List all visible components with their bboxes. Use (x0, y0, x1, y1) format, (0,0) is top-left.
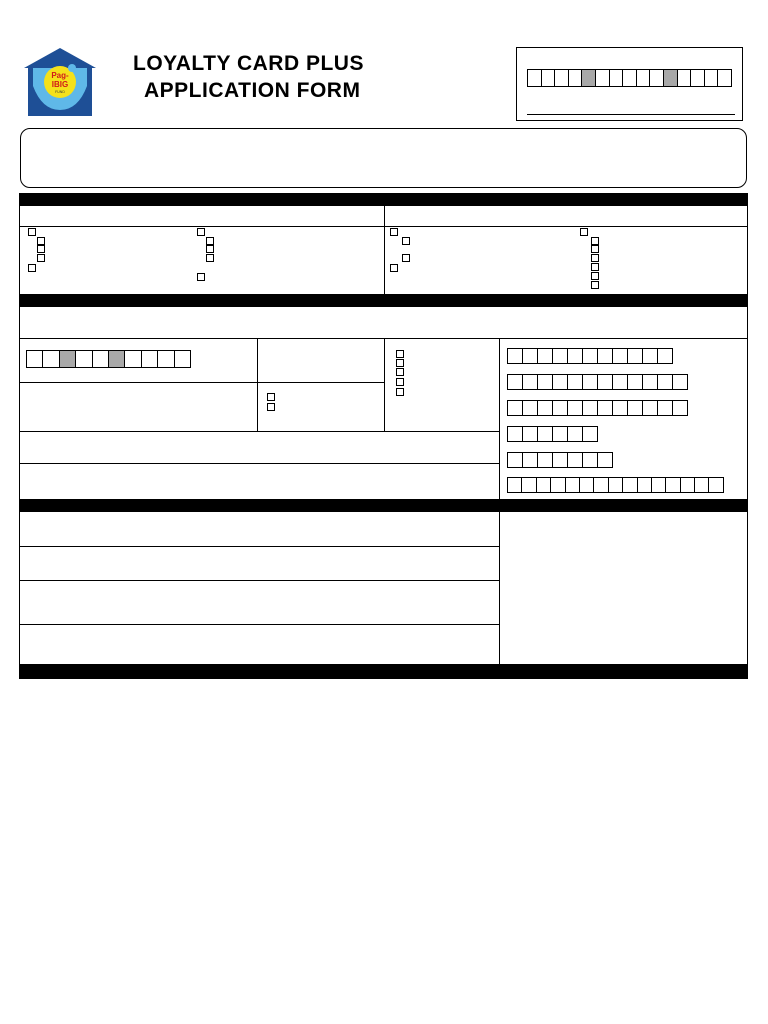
reference-number-cells[interactable] (527, 69, 732, 85)
notice-box[interactable] (20, 128, 747, 188)
checkbox[interactable] (37, 254, 45, 262)
employer-field[interactable] (20, 513, 498, 545)
address-field-2[interactable] (20, 464, 498, 498)
input-cell[interactable] (59, 350, 76, 368)
form-title-line2: APPLICATION FORM (144, 79, 361, 102)
input-cell[interactable] (704, 69, 719, 87)
input-cell[interactable] (42, 350, 59, 368)
input-cell[interactable] (552, 400, 568, 416)
checkbox[interactable] (402, 254, 410, 262)
checkbox[interactable] (197, 228, 205, 236)
address-field[interactable] (20, 432, 498, 462)
employer-address-field[interactable] (20, 547, 498, 579)
input-cell[interactable] (649, 69, 664, 87)
input-cell[interactable] (582, 374, 598, 390)
checkbox[interactable] (396, 359, 404, 367)
input-cell[interactable] (609, 69, 624, 87)
input-cell[interactable] (708, 477, 723, 493)
input-cell[interactable] (663, 69, 678, 87)
checkbox[interactable] (396, 350, 404, 358)
input-cell[interactable] (642, 400, 658, 416)
input-cell[interactable] (507, 400, 523, 416)
input-cell[interactable] (627, 374, 643, 390)
input-cell[interactable] (612, 348, 628, 364)
contact-cells-row[interactable] (507, 452, 613, 468)
input-cell[interactable] (567, 426, 583, 442)
input-cell[interactable] (75, 350, 92, 368)
input-cell[interactable] (677, 69, 692, 87)
input-cell[interactable] (567, 400, 583, 416)
input-cell[interactable] (717, 69, 732, 87)
photo-field[interactable] (500, 513, 747, 663)
input-cell[interactable] (627, 400, 643, 416)
contact-cells-row[interactable] (507, 374, 688, 390)
input-cell[interactable] (537, 452, 553, 468)
section-2-vdivider-b (384, 339, 385, 431)
section-2-vdivider-c (499, 339, 500, 499)
input-cell[interactable] (108, 350, 125, 368)
input-cell[interactable] (507, 477, 522, 493)
input-cell[interactable] (593, 477, 608, 493)
checkbox[interactable] (591, 245, 599, 253)
input-cell[interactable] (672, 374, 688, 390)
input-cell[interactable] (552, 426, 568, 442)
checkbox[interactable] (197, 273, 205, 281)
svg-text:FUND: FUND (55, 90, 65, 94)
input-cell[interactable] (567, 452, 583, 468)
checkbox[interactable] (206, 237, 214, 245)
input-cell[interactable] (552, 452, 568, 468)
checkbox[interactable] (580, 228, 588, 236)
checkbox-sex-female[interactable] (267, 403, 275, 411)
input-cell[interactable] (597, 348, 613, 364)
input-cell[interactable] (608, 477, 623, 493)
input-cell[interactable] (597, 400, 613, 416)
input-cell[interactable] (568, 69, 583, 87)
section-1-vdivider (384, 206, 385, 294)
checkbox[interactable] (37, 245, 45, 253)
input-cell[interactable] (26, 350, 43, 368)
svg-text:IBIG: IBIG (51, 80, 69, 89)
form-title-line1: LOYALTY CARD PLUS (133, 52, 364, 75)
checkbox-sex-male[interactable] (267, 393, 275, 401)
input-cell[interactable] (522, 400, 538, 416)
input-cell[interactable] (567, 348, 583, 364)
section-footer-bar (19, 664, 748, 679)
input-cell[interactable] (554, 69, 569, 87)
input-cell[interactable] (612, 374, 628, 390)
contact-cells-row[interactable] (507, 400, 688, 416)
checkbox[interactable] (396, 378, 404, 386)
birth-date-field[interactable] (258, 340, 383, 381)
section-header-bar-2 (19, 294, 748, 307)
input-cell[interactable] (507, 374, 523, 390)
input-cell[interactable] (636, 69, 651, 87)
input-cell[interactable] (522, 426, 538, 442)
checkbox[interactable] (390, 264, 398, 272)
input-cell[interactable] (582, 400, 598, 416)
input-cell[interactable] (536, 477, 551, 493)
svg-text:Pag-: Pag- (51, 71, 69, 80)
input-cell[interactable] (507, 426, 523, 442)
checkbox[interactable] (206, 245, 214, 253)
input-cell[interactable] (627, 348, 643, 364)
reference-signature-line (527, 114, 735, 115)
checkbox[interactable] (402, 237, 410, 245)
input-cell[interactable] (581, 69, 596, 87)
input-cell[interactable] (92, 350, 109, 368)
input-cell[interactable] (507, 452, 523, 468)
input-cell[interactable] (597, 374, 613, 390)
input-cell[interactable] (582, 452, 598, 468)
section-header-bar-3 (19, 499, 748, 512)
pagibig-logo-icon (22, 46, 98, 118)
input-cell[interactable] (642, 374, 658, 390)
pagibig-logo (22, 46, 98, 118)
checkbox[interactable] (206, 254, 214, 262)
input-cell[interactable] (622, 477, 637, 493)
contact-cells-row[interactable] (507, 426, 598, 442)
birth-place-field[interactable] (20, 383, 256, 430)
checkbox[interactable] (396, 368, 404, 376)
input-cell[interactable] (622, 69, 637, 87)
input-cell[interactable] (537, 374, 553, 390)
checkbox[interactable] (591, 272, 599, 280)
input-cell[interactable] (174, 350, 191, 368)
input-cell[interactable] (657, 400, 673, 416)
checkbox[interactable] (28, 264, 36, 272)
full-name-field[interactable] (19, 307, 748, 339)
input-cell[interactable] (657, 348, 673, 364)
checkbox[interactable] (28, 228, 36, 236)
input-cell[interactable] (665, 477, 680, 493)
checkbox[interactable] (591, 263, 599, 271)
input-cell[interactable] (141, 350, 158, 368)
input-cell[interactable] (612, 400, 628, 416)
input-cell[interactable] (521, 477, 536, 493)
input-cell[interactable] (680, 477, 695, 493)
membership-id-cells[interactable] (26, 350, 191, 368)
input-cell[interactable] (552, 348, 568, 364)
date-field[interactable] (20, 625, 498, 663)
input-cell[interactable] (527, 69, 542, 87)
input-cell[interactable] (582, 426, 598, 442)
input-cell[interactable] (657, 374, 673, 390)
input-cell[interactable] (157, 350, 174, 368)
input-cell[interactable] (552, 374, 568, 390)
input-cell[interactable] (522, 452, 538, 468)
checkbox[interactable] (591, 237, 599, 245)
input-cell[interactable] (550, 477, 565, 493)
input-cell[interactable] (537, 400, 553, 416)
checkbox[interactable] (396, 388, 404, 396)
input-cell[interactable] (124, 350, 141, 368)
input-cell[interactable] (507, 348, 523, 364)
input-cell[interactable] (672, 400, 688, 416)
input-cell[interactable] (537, 426, 553, 442)
input-cell[interactable] (651, 477, 666, 493)
input-cell[interactable] (597, 452, 613, 468)
section-header-bar-1 (19, 193, 748, 206)
input-cell[interactable] (637, 477, 652, 493)
reference-number-box (516, 47, 743, 121)
checkbox[interactable] (591, 254, 599, 262)
input-cell[interactable] (565, 477, 580, 493)
checkbox[interactable] (37, 237, 45, 245)
contact-cells-row[interactable] (507, 477, 724, 493)
signature-field[interactable] (20, 581, 498, 623)
input-cell[interactable] (582, 348, 598, 364)
input-cell[interactable] (522, 348, 538, 364)
input-cell[interactable] (642, 348, 658, 364)
checkbox[interactable] (390, 228, 398, 236)
contact-cells-row[interactable] (507, 348, 673, 364)
input-cell[interactable] (567, 374, 583, 390)
checkbox[interactable] (591, 281, 599, 289)
input-cell[interactable] (522, 374, 538, 390)
input-cell[interactable] (537, 348, 553, 364)
input-cell[interactable] (541, 69, 556, 87)
input-cell[interactable] (579, 477, 594, 493)
input-cell[interactable] (694, 477, 709, 493)
input-cell[interactable] (690, 69, 705, 87)
input-cell[interactable] (595, 69, 610, 87)
